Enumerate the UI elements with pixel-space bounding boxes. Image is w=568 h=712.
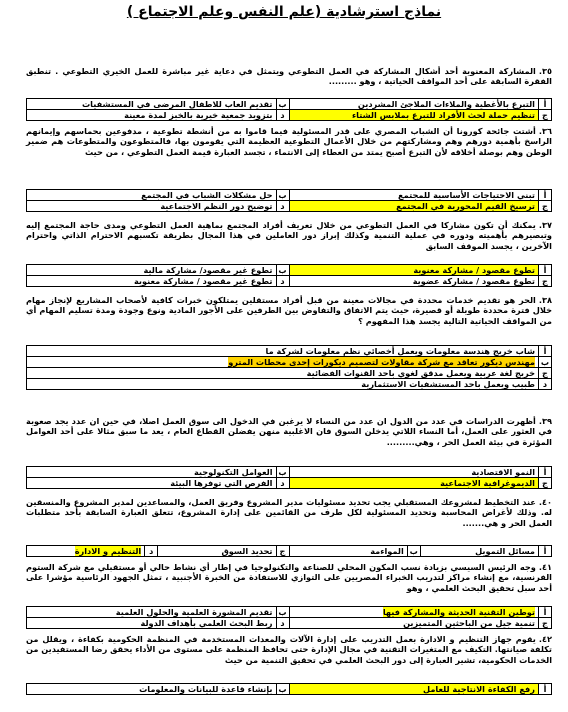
option-letter: د [276,276,289,287]
option-d[interactable]: طبيب ويعمل باحد المستشفيات الاستثمارية [27,379,539,390]
option-letter: أ [539,265,552,276]
option-a[interactable]: رفع الكفاءة الانتاجية للعامل [289,684,539,695]
option-a[interactable]: تبني الاحتياجات الأساسية للمجتمع [289,190,539,201]
option-letter: ج [539,201,552,212]
option-a[interactable]: مسائل التمويل [420,546,538,557]
question-36-options [26,189,552,212]
question-40-options [26,545,552,557]
question-number: ٤٠. [538,497,552,507]
option-letter: ب [407,546,420,557]
question-35 [26,66,552,87]
question-text: المشاركة المعنوية أحد أشكال المشاركة في العمل التطوعي ويتمثل في دعاية غير مباشرة للعمل الخيري التطوعي . تنطبق الفقرة السابقة على أحد المواقف الحياتية ، وهو ......... [26,66,552,87]
option-letter: د [539,379,552,390]
option-c[interactable]: تحديد السوق [158,546,276,557]
option-c[interactable]: ترسيخ القيم المحورية في المجتمع [289,201,539,212]
option-c[interactable]: تطوع مقصود / مشاركة عضوية [289,276,539,287]
question-42 [26,634,552,665]
option-b[interactable]: تطوع غير مقصود/ مشاركة مالية [27,265,277,276]
question-number: ٣٦. [538,126,552,136]
question-number: ٣٥. [538,66,552,76]
option-a[interactable]: تطوع مقصود / مشاركة معنوية [289,265,539,276]
option-letter: ج [539,276,552,287]
question-text: أشتت جائحة كورونا أن الشباب المصري على قدر المسئولية فيما قاموا به من أنشطة تطوعية ، مدفوعين بحماسهم وإيمانهم الراسخ بأهمية دورهم وهم ومشاركتهم من خلال الأعمال التطوعية العظيمة التي يقومون بها، فالمتطوعون والمتطوعات هم ضمير الوطن وهم بوصلة أخلاقه لأن التبرع أصبح يمتد من العطاء إلى الانتماء ، تجسد العبارة قيمة العمل التطوعي ، من حيث [26,126,552,157]
question-number: ٣٧. [538,220,552,230]
option-b[interactable]: العوامل التكنولوجية [27,467,277,478]
option-letter: د [145,546,158,557]
option-b[interactable]: المواءمة [289,546,407,557]
option-letter: د [276,110,289,121]
option-c[interactable]: خريج لغة عربية ويعمل مدقق لغوي باحد القنوات الفضائية [27,368,539,379]
option-letter: ب [539,357,552,368]
option-b[interactable] [27,357,539,368]
question-36 [26,126,552,157]
option-letter: أ [539,99,552,110]
question-39 [26,416,552,447]
question-41 [26,562,552,593]
question-37-options [26,264,552,287]
option-letter: د [276,478,289,489]
option-letter: ج [539,478,552,489]
option-letter: أ [539,346,552,357]
option-letter: ب [276,190,289,201]
option-c[interactable]: الديموغرافية الاجتماعية [289,478,539,489]
option-letter: ج [276,546,289,557]
option-b[interactable]: بإنشاء قاعدة للبيانات والمعلومات [27,684,277,695]
option-letter: أ [539,467,552,478]
option-a[interactable]: شاب خريج هندسة معلومات ويعمل أخصائي نظم معلومات لشركة ما [27,346,539,357]
option-d-text: التنظيم و الادارة [74,546,142,556]
question-number: ٤٢. [538,634,552,644]
question-35-options [26,98,552,121]
question-42-options [26,683,552,695]
option-d[interactable] [27,546,145,557]
question-number: ٣٩. [538,416,552,426]
question-text: يمكنك أن تكون مشاركا في العمل التطوعي من خلال تعريف أفراد المجتمع بماهية العمل التطوعي ومدى حاجة المجتمع إليه وتبصيرهم بأهميته ودوره في عملية التنمية وكذلك إبراز دور العاملين في هذا المجال بطريقة تكسبهم الاحترام الذاتي واحترام الآخرين ، يجسد الموقف السابق [26,220,552,251]
question-number: ٤١. [538,562,552,572]
option-letter: ب [276,607,289,618]
question-number: ٣٨. [538,295,552,305]
option-a-text: توطين التقنية الحديثة والمشاركة فيها [382,607,535,617]
option-letter: د [276,201,289,212]
option-b[interactable]: حل مشكلات الشباب في المجتمع [27,190,277,201]
question-text: يقوم جهاز التنظيم و الادارة بعمل التدريب على إدارة الآلات والمعدات المستخدمة في المنظمة الحكومية بكفاءة ، ويقلل من تكلفة صيانتها. التكيف مع المتغيرات التقنية في مجال الإدارة حتى تحافظ المنظمة على مستوى من الأداء يحقق رضا المستفيدين من الخدمات الحكومية، تشير العبارة إلى دور البحث العلمي في تحقيق التنمية من حيث [26,634,552,665]
option-letter: ب [276,265,289,276]
option-letter: أ [539,684,552,695]
option-letter: أ [539,607,552,618]
option-letter: ب [276,467,289,478]
option-letter: ب [276,684,289,695]
question-text: أظهرت الدراسات في عدد من الدول ان عدد من النساء لا يرغبن في الدخول الى سوق العمل اصلا، في حين ان عدد يجد صعوبة في العثور على العمل، أما النساء اللاتي يدخلن السوق فان الاغلبية منهن يفضلن القطاع العام ، يعد ما سبق مثالا على أحد العوامل المؤثرة في بيئة العمل الحر ، وهي......... [26,416,552,447]
option-b-text: مهندس ديكور تعاقد مع شركة مقاولات لتصميم ديكورات إحدى محطات المترو [228,357,535,367]
option-letter: ج [539,110,552,121]
option-d[interactable]: توضيح دور النظم الاجتماعية [27,201,277,212]
option-letter: أ [539,546,552,557]
question-38 [26,295,552,326]
question-text: الحر هو تقديم خدمات محددة في مجالات معينة من قبل أفراد مستقلين يمتلكون خبرات كافية لأصحاب المشاريع لإنجاز مهام خلال فترة محددة طويلة أو قصيرة، حيث يتم الاتفاق والتفاوض بين الطرفين على الأجور المادية ونوع وجودة ومدة تسليم المهام أي من المواقف الحياتية التالية يجسد هذا المفهوم ؟ [26,295,552,326]
option-a[interactable] [289,607,539,618]
option-a[interactable]: النمو الاقتصادية [289,467,539,478]
option-d[interactable]: تطوع غير مقصود / مشاركة معنوية [27,276,277,287]
question-38-options [26,345,552,390]
page-title: نماذج استرشادية (علم النفس وعلم الاجتماع ) [126,4,442,20]
option-c[interactable]: تنمية جيل من الباحثين المتميزين [289,618,539,629]
question-text: وجه الرئيس السيسي بزيادة نسب المكون المحلي للصناعة والتكنولوجيا في إطار أي نشاط حالي أو مستقبلي مع شركة الستوم الفرنسية، مع إنشاء مراكز لتدريب الخبراء المصريين على التوازي للاستفادة من الخبرة الأجنبية ، تمثل الجهود الرئاسية مؤشرا على أحد سبل تحقيق البحث العلمي ، وهو [26,562,552,593]
question-39-options [26,466,552,489]
option-letter: ج [539,368,552,379]
option-d[interactable]: الفرص التي توفرها البيئة [27,478,277,489]
question-37 [26,220,552,251]
option-b[interactable]: تقديم العاب للاطفال المرضى في المستشفيات [27,99,277,110]
question-41-options [26,606,552,629]
option-d[interactable]: بتزويد جمعية خيرية بالخبز لمدة معينة [27,110,277,121]
question-text: عند التخطيط لمشروعك المستقبلي يجب تحديد مسئوليات مدير المشروع وفريق العمل، والمساعدين لمدير المشروع والمنسقين له. وذلك لأغراض المحاسبة وتحديد المسئولية لكل طرف من القائمين على إدارة المشروع، تتعلق العبارة السابقة بأحد متطلبات العمل الحر و هي....... [26,497,552,528]
option-letter: أ [539,190,552,201]
option-b[interactable]: تقديم المشورة العلمية والحلول العلمية [27,607,277,618]
option-c[interactable]: تنظيم حملة لحث الأفراد للتبرع بملابس الشتاء [289,110,539,121]
option-letter: د [276,618,289,629]
option-d[interactable]: ربط البحث العلمي بأهداف الدولة [27,618,277,629]
option-a[interactable]: التبرع بالأغطية والملاءات الملاجئ المشردين [289,99,539,110]
option-letter: ج [539,618,552,629]
question-40 [26,497,552,528]
option-letter: ب [276,99,289,110]
